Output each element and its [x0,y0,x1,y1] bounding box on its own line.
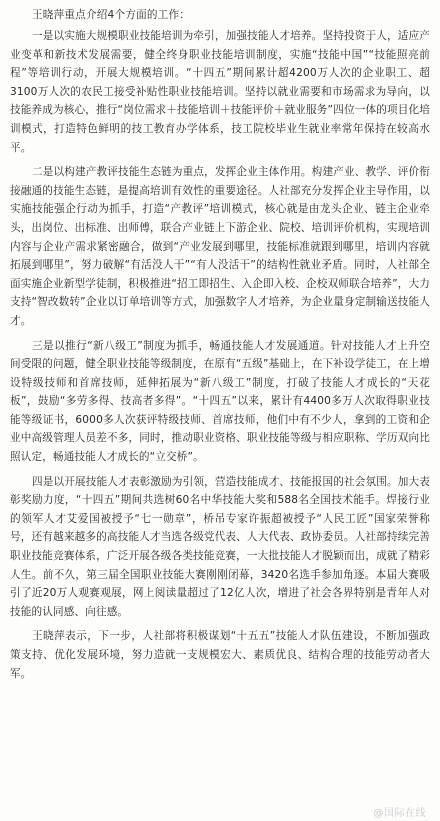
article-paragraph-2: 二是以构建产教评技能生态链为重点，发挥企业主体作用。构建产业、教学、评价衔接融通的技能生态链，是提高培训有效性的重要途径。人社部充分发挥企业主导作用，以实施技能强企行动为抓手，打造“产教评”培训模式，核心就是由龙头企业、链主企业牵头，出岗位、出标准、出师傅，联合产业链上下游企业、院校、培训评价机构，实现培训内容与企业产需求紧密融合，做到“产业发展到哪里，技能标准就跟到哪里，培训内容就拓展到哪里”，努力破解“有活没人干”“有人没活干”的结构性就业矛盾。同时，人社部全面实施企业新型学徒制，积极推进“招工即招生、入企即入校、企校双师联合培养”，大力支持“智改数转”企业以订单培训等方式，加强数字人才培养，为企业量身定制输送技能人才。 [10,166,430,327]
article-intro: 王晓萍重点介绍4个方面的工作： [32,9,191,21]
article-paragraph-5: 王晓萍表示，下一步，人社部将积极谋划“十五五”技能人才队伍建设，不断加强政策支持、优化发展环境，努力造就一支规模宏大、素质优良、结构合理的技能劳动者大军。 [10,630,430,680]
watermark: @国际在线 [373,808,426,819]
article-paragraph-1: 一是以实施大规模职业技能培训为牵引，加强技能人才培养。坚持投资于人，适应产业变革和新技术发展需要，健全终身职业技能培训制度，实施“技能中国”“技能照亮前程”等培训行动，开展大规模培训。“十四五”期间累计超4200万人次的企业职工、超3100万人次的农民工接受补贴性职业技能培训。坚持以就业需要和市场需求为导向，以技能养成为核心，推行“岗位需求＋技能培训＋技能评价＋就业服务”四位一体的项目化培训模式，打造特色鲜明的技工教育办学体系，技工院校毕业生就业率常年保持在较高水平。 [10,30,430,154]
article-paragraph-3: 三是以推行“新八级工”制度为抓手，畅通技能人才发展通道。针对技能人才上升空间受限的问题，健全职业技能等级制度，在原有“五级”基础上，在下补设学徒工，在上增设特级技师和首席技师，延伸拓展为“新八级工”制度，打破了技能人才成长的“天花板”，鼓励“多劳多得、技高者多得”。“十四五”以来，累计有4400多万人次取得职业技能等级证书，6000多人次获评特级技师、首席技师，他们中有不少人，拿到的工资和企业中高级管理人员差不多，同时，推动职业资格、职业技能等级与相应职称、学历双向比照认定，畅通技能人才成长的“立交桥”。 [10,339,430,464]
article-paragraph-4: 四是以开展技能人才表彰激励为引领，营造技能成才、技能报国的社会氛围。加大表彰奖励力度，“十四五”期间共选树60名中华技能大奖和588名全国技术能手。焊接行业的领军人才艾爱国被授予“七一勋章”，桥吊专家许振超被授予“人民工匠”国家荣誉称号，还有越来越多的高技能人才当选各级党代表、人大代表、政协委员。人社部持续完善职业技能竞赛体系，广泛开展各级各类技能竞赛，一大批技能人才脱颖而出，成就了精彩人生。前不久，第三届全国职业技能大赛刚刚闭幕，3420名选手参加角逐。本届大赛吸引了近20万人观赛观展，网上阅读量超过了12亿人次，增进了社会各界特别是青年人对技能的认同感、向往感。 [10,475,430,618]
